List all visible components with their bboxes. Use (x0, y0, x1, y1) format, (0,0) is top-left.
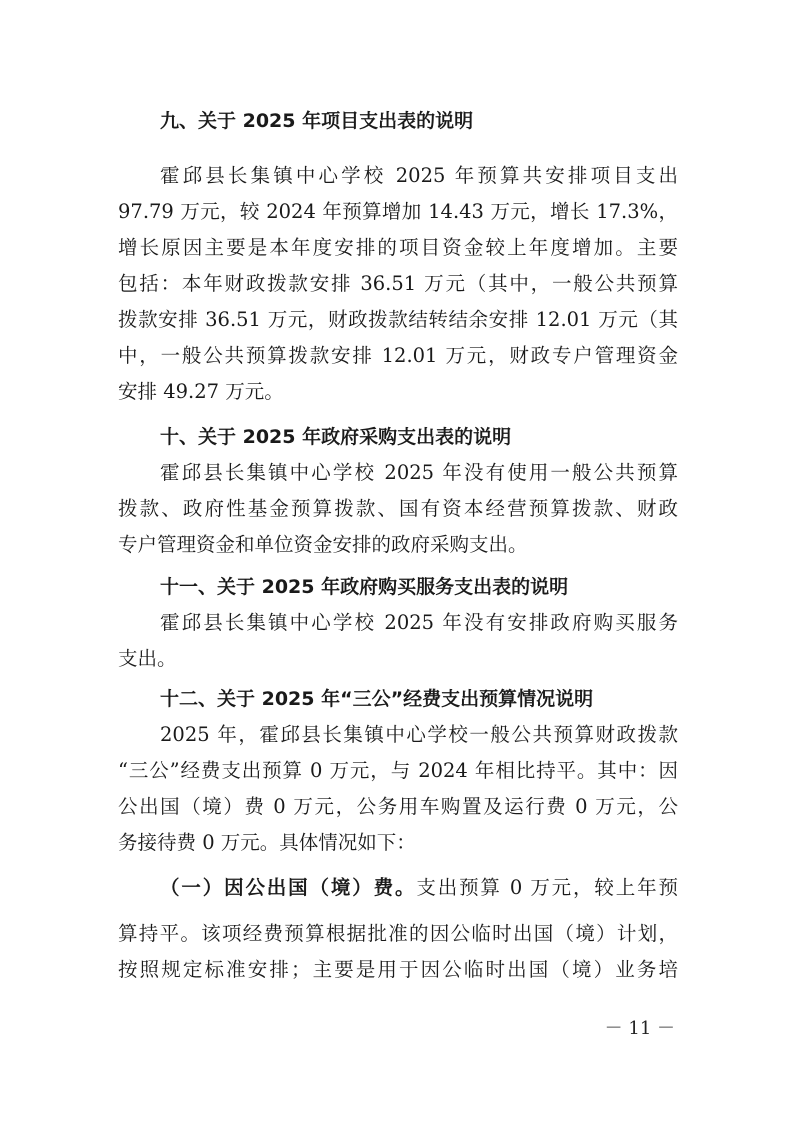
section-9-line-4: 包括：本年财政拨款安排 36.51 万元（其中，一般公共预算 (118, 272, 678, 295)
section-9-heading: 九、关于 2025 年项目支出表的说明 (160, 110, 474, 132)
section-10-line-2: 拨款、政府性基金预算拨款、国有资本经营预算拨款、财政 (118, 497, 678, 520)
section-12-line-4: 务接待费 0 万元。具体情况如下： (118, 831, 416, 854)
section-9-line-5: 拨款安排 36.51 万元，财政拨款结转结余安排 12.01 万元（其 (118, 308, 678, 331)
section-10-line-1: 霍邱县长集镇中心学校 2025 年没有使用一般公共预算 (160, 461, 678, 484)
subsection-1-line-3: 按照规定标准安排；主要是用于因公临时出国（境）业务培 (118, 958, 678, 981)
section-10-line-3: 专户管理资金和单位资金安排的政府采购支出。 (118, 533, 528, 556)
section-12-line-2: “三公”经费支出预算 0 万元，与 2024 年相比持平。其中：因 (118, 759, 678, 782)
subsection-1-line-2: 算持平。该项经费预算根据批准的因公临时出国（境）计划， (118, 922, 678, 945)
section-9-line-1: 霍邱县长集镇中心学校 2025 年预算共安排项目支出 (160, 164, 678, 187)
subsection-1-label: （一）因公出国（境）费。 (160, 876, 417, 899)
section-12-line-3: 公出国（境）费 0 万元，公务用车购置及运行费 0 万元，公 (118, 795, 678, 818)
section-12-line-1: 2025 年，霍邱县长集镇中心学校一般公共预算财政拨款 (160, 723, 678, 746)
subsection-1-first-line (160, 875, 678, 901)
section-11-heading: 十一、关于 2025 年政府购买服务支出表的说明 (160, 576, 569, 598)
section-10-heading: 十、关于 2025 年政府采购支出表的说明 (160, 426, 512, 448)
page-number: － 11 － (604, 1018, 675, 1039)
section-11-line-1: 霍邱县长集镇中心学校 2025 年没有安排政府购买服务 (160, 611, 678, 634)
section-9-line-3: 增长原因主要是本年度安排的项目资金较上年度增加。主要 (118, 236, 678, 259)
section-12-heading: 十二、关于 2025 年“三公”经费支出预算情况说明 (160, 688, 594, 710)
section-11-line-2: 支出。 (118, 647, 177, 670)
subsection-1-first-line-rest: 支出预算 0 万元，较上年预 (416, 876, 678, 899)
section-9-line-2: 97.79 万元，较 2024 年预算增加 14.43 万元，增长 17.3%， (118, 200, 678, 223)
section-9-line-6: 中，一般公共预算拨款安排 12.01 万元，财政专户管理资金 (118, 344, 678, 367)
section-9-line-7: 安排 49.27 万元。 (118, 380, 284, 403)
